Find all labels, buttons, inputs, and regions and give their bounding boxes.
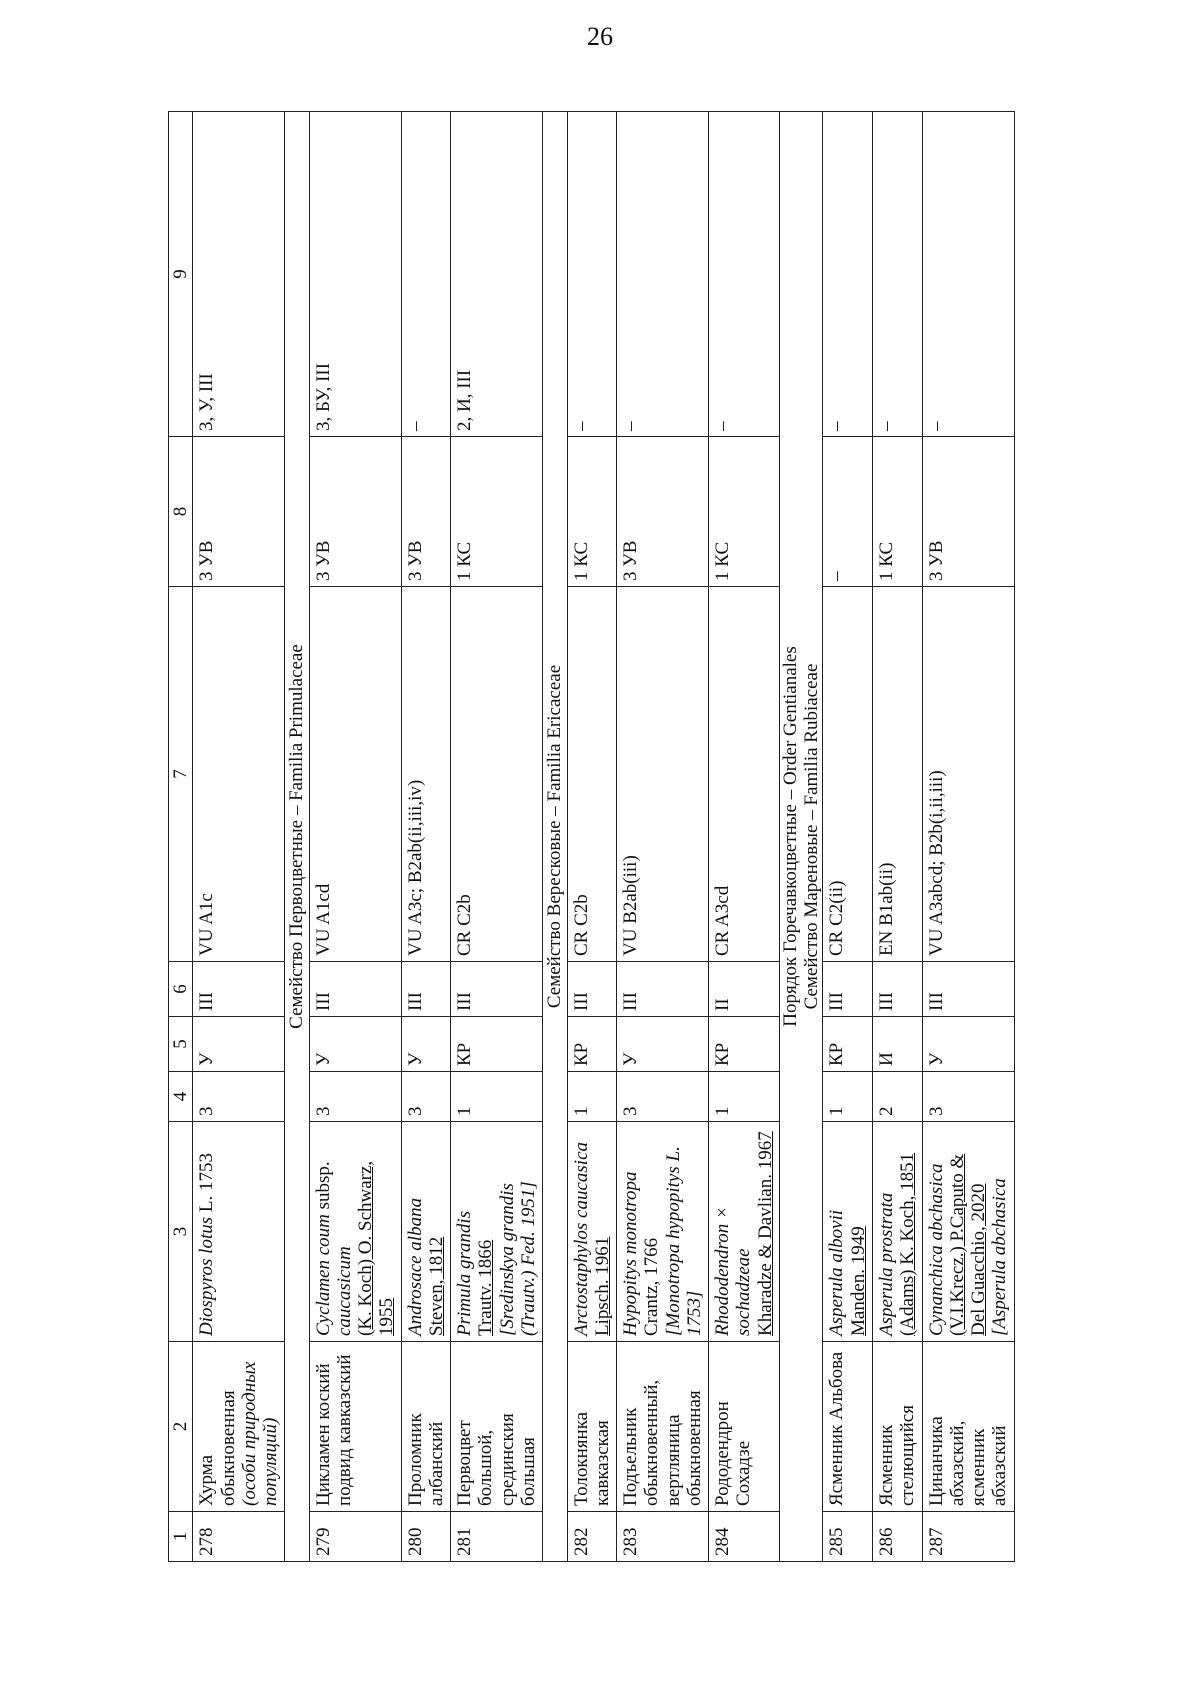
family-title: Семейство Первоцветные – Familia Primulaceae bbox=[285, 112, 309, 1562]
iucn-criteria: CR C2b bbox=[451, 587, 543, 962]
russia-status: – bbox=[709, 112, 780, 437]
category-cell: 3 bbox=[617, 1072, 709, 1122]
species-row bbox=[567, 112, 617, 1562]
synonym: [Sredinskya grandis (Trautv.) Fed. 1951] bbox=[496, 1181, 539, 1336]
regional-status: 3 УВ bbox=[617, 437, 709, 587]
russian-name-text: Цикламен коский подвид кавказский bbox=[312, 1354, 355, 1506]
latin-author: subsp. bbox=[312, 1161, 334, 1215]
russia-status: – bbox=[567, 112, 617, 437]
priority-cell: II bbox=[709, 962, 780, 1017]
russia-status: 2, И, III bbox=[451, 112, 543, 437]
russia-status: 3, У, III bbox=[193, 112, 285, 437]
status-cell: И bbox=[872, 1017, 922, 1072]
species-row bbox=[823, 112, 873, 1562]
latin-species: Cyclamen coum bbox=[312, 1214, 334, 1336]
regional-status: 1 КС bbox=[709, 437, 780, 587]
status-cell: У bbox=[922, 1017, 1014, 1072]
priority-cell: III bbox=[567, 962, 617, 1017]
col-header: 2 bbox=[169, 1342, 193, 1512]
russian-name-text: Ясменник Альбова bbox=[826, 1351, 848, 1506]
category-cell: 1 bbox=[709, 1072, 780, 1122]
regional-status: 3 УВ bbox=[401, 437, 451, 587]
russian-name bbox=[872, 1342, 922, 1512]
col-header: 5 bbox=[169, 1017, 193, 1072]
latin-authority: Lipsch. 1961 bbox=[591, 1236, 613, 1336]
category-cell: 1 bbox=[823, 1072, 873, 1122]
regional-status: 3 УВ bbox=[309, 437, 401, 587]
row-number: 283 bbox=[617, 1512, 709, 1562]
latin-species: Cynanchica abchasica bbox=[925, 1163, 947, 1336]
header-row bbox=[169, 112, 193, 1562]
priority-cell: III bbox=[401, 962, 451, 1017]
status-cell: У bbox=[401, 1017, 451, 1072]
species-table bbox=[168, 111, 1015, 1562]
regional-status: 1 КС bbox=[872, 437, 922, 587]
regional-status: 1 КС bbox=[451, 437, 543, 587]
category-cell: 3 bbox=[401, 1072, 451, 1122]
regional-status: – bbox=[823, 437, 873, 587]
species-row bbox=[922, 112, 1014, 1562]
latin-author: Crantz, 1766 bbox=[641, 1237, 663, 1336]
latin-authority: (K. Koch) O. Schwarz, 1955 bbox=[355, 1160, 398, 1336]
priority-cell: III bbox=[823, 962, 873, 1017]
regional-status: 3 УВ bbox=[922, 437, 1014, 587]
latin-authority: Manden. 1949 bbox=[847, 1226, 869, 1336]
latin-authority: Kharadze & Davlian. 1967 bbox=[754, 1131, 776, 1336]
latin-name bbox=[922, 1122, 1014, 1342]
priority-cell: III bbox=[922, 962, 1014, 1017]
status-cell: КР bbox=[709, 1017, 780, 1072]
species-row bbox=[309, 112, 401, 1562]
russian-name-text: Подъельник обыкновенный, вертляница обыкновенная bbox=[620, 1379, 705, 1506]
species-row bbox=[451, 112, 543, 1562]
iucn-criteria: CR A3cd bbox=[709, 587, 780, 962]
row-number: 281 bbox=[451, 1512, 543, 1562]
row-number: 282 bbox=[567, 1512, 617, 1562]
priority-cell: III bbox=[309, 962, 401, 1017]
latin-species: Androsace albana bbox=[404, 1197, 426, 1336]
category-cell: 2 bbox=[872, 1072, 922, 1122]
latin-name bbox=[451, 1122, 543, 1342]
latin-species: Arctostaphylos caucasica bbox=[570, 1141, 592, 1336]
species-row bbox=[872, 112, 922, 1562]
row-number: 280 bbox=[401, 1512, 451, 1562]
russian-name bbox=[709, 1342, 780, 1512]
russia-status: – bbox=[872, 112, 922, 437]
latin-name bbox=[823, 1122, 873, 1342]
russian-name-text: Рододендрон Сохадзе bbox=[712, 1401, 755, 1506]
russia-status: – bbox=[922, 112, 1014, 437]
latin-name bbox=[709, 1122, 780, 1342]
russia-status: – bbox=[617, 112, 709, 437]
latin-species: Rhododendron × sochadzeae bbox=[712, 1206, 755, 1336]
col-header: 7 bbox=[169, 587, 193, 962]
russian-name bbox=[922, 1342, 1014, 1512]
latin-species: Hypopitys monotropa bbox=[620, 1171, 642, 1336]
row-number: 279 bbox=[309, 1512, 401, 1562]
iucn-criteria: CR C2b bbox=[567, 587, 617, 962]
latin-name bbox=[401, 1122, 451, 1342]
latin-authority: Steven, 1812 bbox=[425, 1236, 447, 1336]
latin-species: Asperula prostrata bbox=[875, 1192, 897, 1336]
russian-name-text: Хурма обыкновенная bbox=[196, 1390, 239, 1506]
regional-status: 3 УВ bbox=[193, 437, 285, 587]
iucn-criteria: VU B2ab(iii) bbox=[617, 587, 709, 962]
species-row bbox=[193, 112, 285, 1562]
rotated-table-wrapper bbox=[168, 112, 1118, 1562]
russian-name-text: Цинанчика абхазский, ясменник абхазский bbox=[925, 1416, 1011, 1506]
latin-species: Diospyros lotus bbox=[196, 1216, 218, 1336]
order-row bbox=[779, 112, 801, 1562]
status-cell: КР bbox=[823, 1017, 873, 1072]
latin-species: Asperula albovii bbox=[826, 1209, 848, 1336]
latin-name bbox=[872, 1122, 922, 1342]
russian-name bbox=[617, 1342, 709, 1512]
iucn-criteria: CR C2(ii) bbox=[823, 587, 873, 962]
russia-status: – bbox=[823, 112, 873, 437]
iucn-criteria: VU A1cd bbox=[309, 587, 401, 962]
row-number: 286 bbox=[872, 1512, 922, 1562]
status-cell: У bbox=[309, 1017, 401, 1072]
name-note: (особи природных популяций) bbox=[238, 1361, 282, 1506]
status-cell: У bbox=[193, 1017, 285, 1072]
latin-subspecies: caucasicum bbox=[333, 1246, 355, 1336]
row-number: 285 bbox=[823, 1512, 873, 1562]
category-cell: 3 bbox=[309, 1072, 401, 1122]
col-header: 6 bbox=[169, 962, 193, 1017]
synonym: [Monotropa hypopitys L. 1753] bbox=[662, 1146, 705, 1336]
col-header: 1 bbox=[169, 1512, 193, 1562]
category-cell: 1 bbox=[567, 1072, 617, 1122]
species-row bbox=[709, 112, 780, 1562]
col-header: 8 bbox=[169, 437, 193, 587]
status-cell: У bbox=[617, 1017, 709, 1072]
family-title: Семейство Вересковые – Familia Ericaceae bbox=[543, 112, 567, 1562]
russian-name bbox=[451, 1342, 543, 1512]
russian-name bbox=[309, 1342, 401, 1512]
russian-name-text: Толокнянка кавказская bbox=[570, 1411, 613, 1506]
latin-authority: Trautv. 1866 bbox=[475, 1239, 497, 1336]
iucn-criteria: EN B1ab(ii) bbox=[872, 587, 922, 962]
category-cell: 3 bbox=[922, 1072, 1014, 1122]
order-title: Порядок Горечавкоцветные – Order Gentianales bbox=[779, 112, 801, 1562]
priority-cell: III bbox=[617, 962, 709, 1017]
priority-cell: III bbox=[451, 962, 543, 1017]
russian-name bbox=[193, 1342, 285, 1512]
regional-status: 1 КС bbox=[567, 437, 617, 587]
synonym: [Asperula abchasica bbox=[989, 1178, 1011, 1336]
russian-name-text: Ясменник стелющийся bbox=[875, 1405, 919, 1506]
col-header: 4 bbox=[169, 1072, 193, 1122]
status-cell: КР bbox=[451, 1017, 543, 1072]
priority-cell: III bbox=[872, 962, 922, 1017]
russian-name bbox=[567, 1342, 617, 1512]
family-row bbox=[801, 112, 823, 1562]
iucn-criteria: VU A3c; B2ab(ii,iii,iv) bbox=[401, 587, 451, 962]
russian-name-text: Проломник албанский bbox=[404, 1413, 447, 1506]
category-cell: 3 bbox=[193, 1072, 285, 1122]
species-row bbox=[617, 112, 709, 1562]
species-row bbox=[401, 112, 451, 1562]
latin-authority: (Adams) K. Koch, 1851 bbox=[897, 1152, 919, 1336]
priority-cell: III bbox=[193, 962, 285, 1017]
latin-species: Primula grandis bbox=[454, 1210, 476, 1336]
row-number: 284 bbox=[709, 1512, 780, 1562]
status-cell: КР bbox=[567, 1017, 617, 1072]
row-number: 287 bbox=[922, 1512, 1014, 1562]
table-body bbox=[169, 112, 1015, 1562]
latin-author: L. 1753 bbox=[196, 1153, 218, 1217]
russia-status: 3, БУ, III bbox=[309, 112, 401, 437]
iucn-criteria: VU A1c bbox=[193, 587, 285, 962]
latin-name bbox=[193, 1122, 285, 1342]
page-number: 26 bbox=[587, 22, 613, 51]
latin-name bbox=[567, 1122, 617, 1342]
latin-authority: (V.I.Krecz.) P.Caputo & Del Guacchio, 2020 bbox=[946, 1153, 990, 1336]
iucn-criteria: VU A3abcd; B2b(i,ii,iii) bbox=[922, 587, 1014, 962]
latin-name bbox=[617, 1122, 709, 1342]
family-title: Семейство Мареновые – Familia Rubiaceae bbox=[801, 112, 823, 1562]
russia-status: – bbox=[401, 112, 451, 437]
russian-name bbox=[401, 1342, 451, 1512]
row-number: 278 bbox=[193, 1512, 285, 1562]
russian-name bbox=[823, 1342, 873, 1512]
russian-name-text: Первоцвет большой, срединския большая bbox=[454, 1413, 539, 1506]
latin-name bbox=[309, 1122, 401, 1342]
family-row bbox=[285, 112, 309, 1562]
col-header: 9 bbox=[169, 112, 193, 437]
col-header: 3 bbox=[169, 1122, 193, 1342]
category-cell: 1 bbox=[451, 1072, 543, 1122]
family-row bbox=[543, 112, 567, 1562]
